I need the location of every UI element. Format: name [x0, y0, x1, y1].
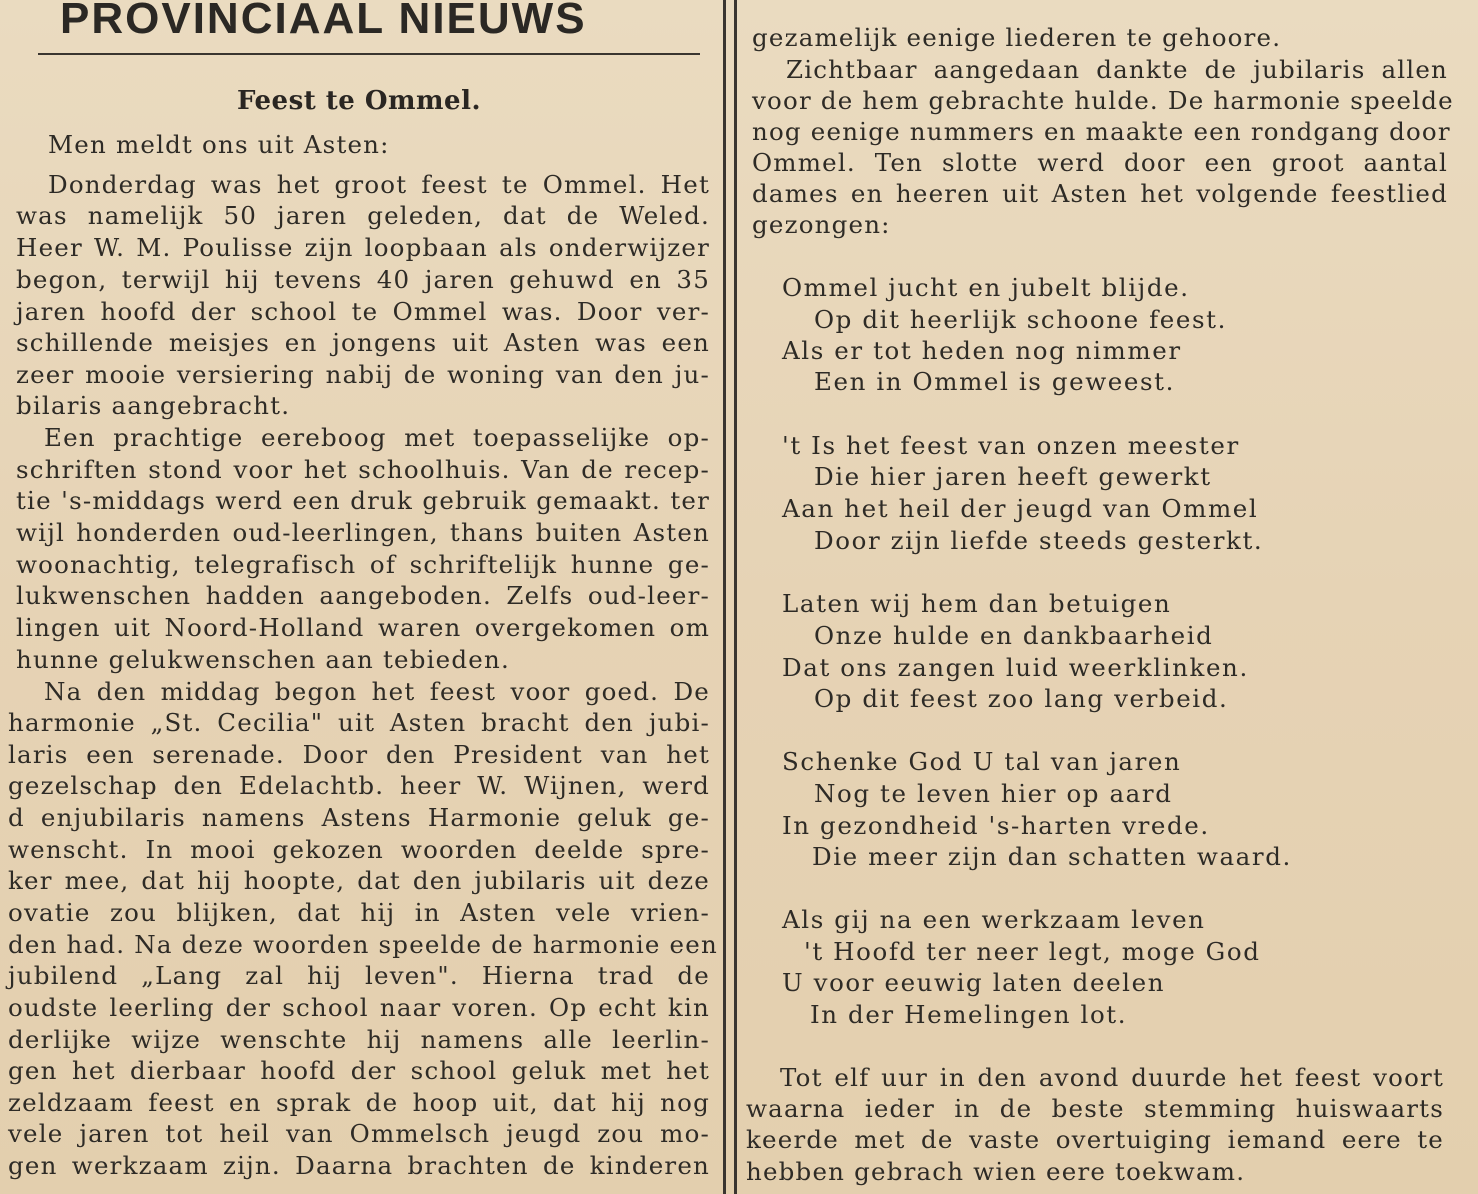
paragraph-line: zeer mooie versiering nabij de woning van den ju- — [16, 360, 710, 389]
song-line: Onze hulde en dankbaarheid — [814, 621, 1214, 650]
song-line: Die hier jaren heeft gewerkt — [814, 462, 1212, 491]
song-line: Dat ons zangen luid weerklinken. — [782, 653, 1249, 682]
paragraph-line: voor de hem gebrachte hulde. De harmonie speelde — [752, 86, 1454, 115]
column-divider — [723, 0, 726, 1194]
song-line: In gezondheid 's-harten vrede. — [782, 811, 1210, 840]
song-line: Nog te leven hier op aard — [814, 779, 1173, 808]
paragraph-line: wijl honderden oud-leerlingen, thans buiten Asten — [16, 518, 710, 547]
paragraph-line: dames en heeren uit Asten het volgende feestlied — [752, 179, 1448, 208]
song-line: Schenke God U tal van jaren — [782, 747, 1182, 776]
paragraph-line: oudste leerling der school naar voren. Op echt kin — [8, 993, 710, 1022]
paragraph-line: schillende meisjes en jongens uit Asten was een — [16, 328, 710, 357]
paragraph-line: gezamelijk eenige liederen te gehoore. — [752, 23, 1282, 52]
song-line: Die meer zijn dan schatten waard. — [812, 842, 1292, 871]
song-line: Laten wij hem dan betuigen — [782, 589, 1172, 618]
paragraph-line: vele jaren tot heil van Ommelsch jeugd zou mo- — [8, 1119, 710, 1148]
song-line: Door zijn liefde steeds gesterkt. — [814, 526, 1264, 555]
paragraph-line: was namelijk 50 jaren geleden, dat de Weled. — [16, 201, 710, 230]
paragraph-line: gen werkzaam zijn. Daarna brachten de kinderen — [8, 1151, 710, 1180]
paragraph-line: ker mee, dat hij hoopte, dat den jubilaris uit deze — [8, 866, 710, 895]
song-line: Als gij na een werkzaam leven — [782, 905, 1206, 934]
paragraph-line: waarna ieder in de beste stemming huiswaarts — [746, 1094, 1444, 1123]
paragraph-line: Men meldt ons uit Asten: — [48, 130, 390, 159]
section-title: PROVINCIAAL NIEUWS — [60, 0, 587, 43]
song-line: Een in Ommel is geweest. — [814, 367, 1175, 396]
song-line: 't Hoofd ter neer legt, moge God — [804, 937, 1261, 966]
paragraph-line: nog eenige nummers en maakte een rondgang door — [752, 117, 1451, 146]
paragraph-line: gen het dierbaar hoofd der school geluk met het — [8, 1056, 710, 1085]
paragraph-line: hunne gelukwenschen aan tebieden. — [16, 645, 510, 674]
paragraph-line: d enjubilaris namens Astens Harmonie geluk ge- — [8, 803, 710, 832]
paragraph-line: den had. Na deze woorden speelde de harmonie een — [8, 930, 718, 959]
paragraph-line: Tot elf uur in den avond duurde het feest voort — [780, 1063, 1444, 1092]
paragraph-line: harmonie „St. Cecilia" uit Asten bracht den jubi- — [8, 708, 710, 737]
paragraph-line: jaren hoofd der school te Ommel was. Door ver- — [16, 297, 710, 326]
paragraph-line: schriften stond voor het schoolhuis. Van de recep- — [16, 455, 710, 484]
song-line: 't Is het feest van onzen meester — [782, 431, 1240, 460]
paragraph-line: begon, terwijl hij tevens 40 jaren gehuwd en 35 — [16, 265, 710, 294]
paragraph-line: jubilend „Lang zal hij leven". Hierna trad de — [8, 961, 710, 990]
song-line: U voor eeuwig laten deelen — [782, 968, 1166, 997]
paragraph-line: Ommel. Ten slotte werd door een groot aantal — [752, 148, 1448, 177]
column-divider — [734, 0, 737, 1194]
paragraph-line: gezelschap den Edelachtb. heer W. Wijnen, werd — [8, 771, 710, 800]
paragraph-line: wenscht. In mooi gekozen woorden deelde spre- — [8, 835, 710, 864]
article-title: Feest te Ommel. — [236, 86, 482, 116]
paragraph-line: Donderdag was het groot feest te Ommel. Het — [48, 170, 710, 199]
paragraph-line: Heer W. M. Poulisse zijn loopbaan als onderwijzer — [16, 233, 710, 262]
song-line: Als er tot heden nog nimmer — [782, 336, 1182, 365]
paragraph-line: derlijke wijze wenschte hij namens alle leerlin- — [8, 1025, 710, 1054]
paragraph-line: lingen uit Noord-Holland waren overgekomen om — [16, 613, 710, 642]
song-line: Op dit feest zoo lang verbeid. — [814, 684, 1229, 713]
paragraph-line: ovatie zou blijken, dat hij in Asten vele vrien- — [8, 898, 710, 927]
paragraph-line: gezongen: — [752, 210, 891, 239]
paragraph-line: woonachtig, telegrafisch of schriftelijk hunne ge- — [16, 550, 710, 579]
paragraph-line: Een prachtige eereboog met toepasselijke op- — [44, 423, 710, 452]
header-rule — [38, 53, 700, 55]
paragraph-line: Zichtbaar aangedaan dankte de jubilaris allen — [786, 55, 1448, 84]
paragraph-line: bilaris aangebracht. — [16, 391, 291, 420]
paragraph-line: laris een serenade. Door den President van het — [8, 740, 710, 769]
song-line: Op dit heerlijk schoone feest. — [814, 305, 1228, 334]
paragraph-line: Na den middag begon het feest voor goed. De — [44, 677, 710, 706]
paragraph-line: zeldzaam feest en sprak de hoop uit, dat hij nog — [8, 1088, 710, 1117]
song-line: In der Hemelingen lot. — [810, 1000, 1128, 1029]
paragraph-line: tie 's-middags werd een druk gebruik gemaakt. ter — [16, 486, 710, 515]
paragraph-line: keerde met de vaste overtuiging iemand eere te — [746, 1125, 1444, 1154]
paragraph-line: lukwenschen hadden aangeboden. Zelfs oud-leer- — [16, 581, 710, 610]
paragraph-line: hebben gebrach wien eere toekwam. — [746, 1157, 1246, 1186]
song-line: Aan het heil der jeugd van Ommel — [782, 494, 1259, 523]
song-line: Ommel jucht en jubelt blijde. — [782, 273, 1190, 302]
